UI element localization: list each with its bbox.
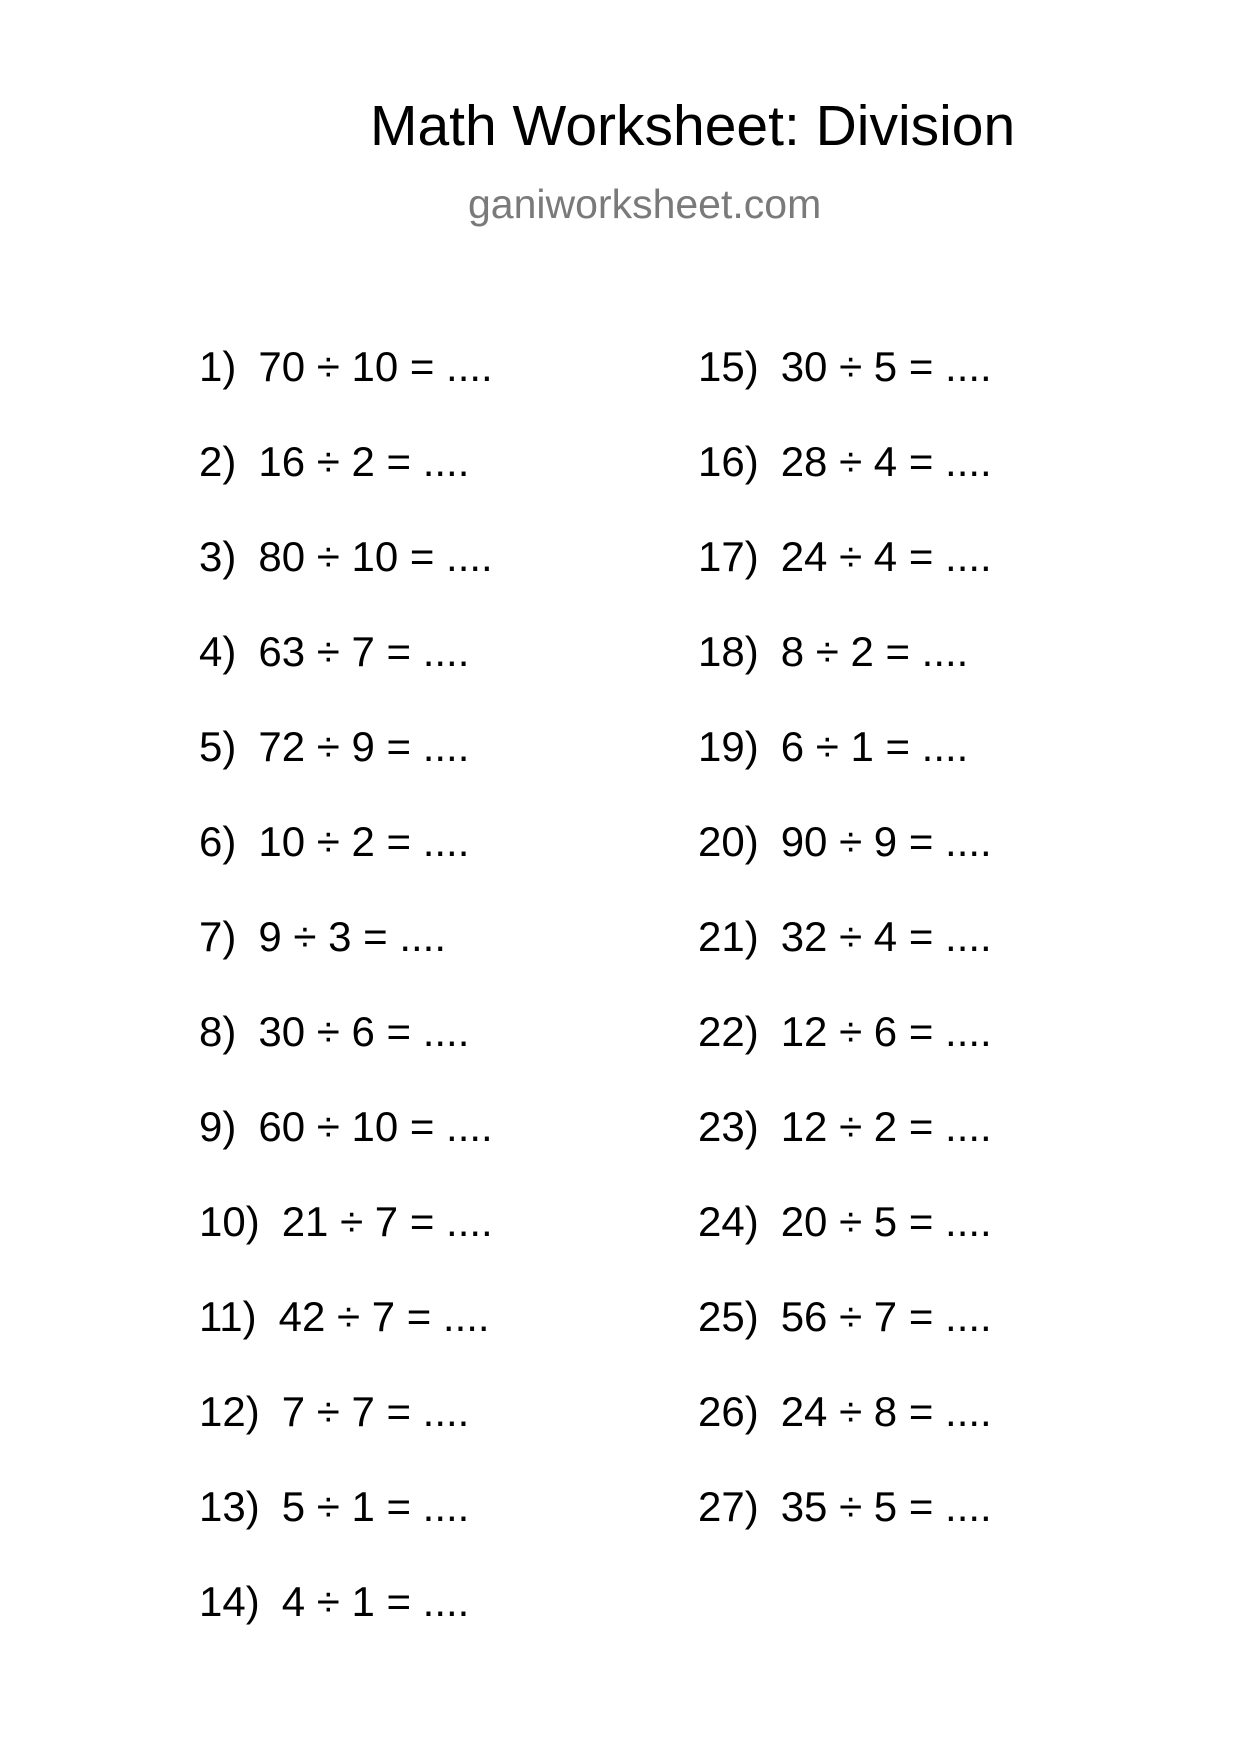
problem-number: 11) (199, 1293, 257, 1340)
problem-expression: 24 ÷ 4 = .... (780, 533, 992, 580)
problem-item (698, 343, 992, 441)
problem-number: 10) (199, 1198, 260, 1245)
problem-expression: 24 ÷ 8 = .... (780, 1388, 992, 1435)
problem-expression: 72 ÷ 9 = .... (258, 723, 470, 770)
problem-item (698, 1008, 992, 1106)
problem-item (698, 1388, 992, 1486)
problem-number: 9) (199, 1103, 237, 1150)
problem-item (199, 1483, 493, 1581)
problem-expression: 4 ÷ 1 = .... (281, 1578, 470, 1625)
problem-number: 25) (698, 1293, 759, 1340)
problem-expression: 70 ÷ 10 = .... (258, 343, 493, 390)
problem-expression: 30 ÷ 5 = .... (780, 343, 992, 390)
problem-item (698, 1293, 992, 1391)
problem-number: 1) (199, 343, 237, 390)
problem-expression: 21 ÷ 7 = .... (281, 1198, 493, 1245)
problem-number: 6) (199, 818, 237, 865)
problem-number: 27) (698, 1483, 759, 1530)
problem-expression: 12 ÷ 2 = .... (780, 1103, 992, 1150)
problem-number: 21) (698, 913, 759, 960)
problem-list-left (199, 343, 493, 1676)
problem-item (698, 723, 992, 821)
problem-expression: 5 ÷ 1 = .... (281, 1483, 470, 1530)
problem-item (199, 1103, 493, 1201)
problem-item (199, 343, 493, 441)
problem-number: 23) (698, 1103, 759, 1150)
problem-expression: 6 ÷ 1 = .... (780, 723, 969, 770)
problem-item (199, 1578, 493, 1676)
problem-item (698, 533, 992, 631)
problem-expression: 90 ÷ 9 = .... (780, 818, 992, 865)
page-title: Math Worksheet: Division (370, 94, 1016, 158)
problem-item (698, 818, 992, 916)
problem-number: 2) (199, 438, 237, 485)
problem-expression: 28 ÷ 4 = .... (780, 438, 992, 485)
problem-item (199, 533, 493, 631)
problem-item (698, 1198, 992, 1296)
problem-number: 24) (698, 1198, 759, 1245)
problem-number: 16) (698, 438, 759, 485)
problem-number: 7) (199, 913, 237, 960)
problem-number: 13) (199, 1483, 260, 1530)
problem-item (199, 913, 493, 1011)
problem-item (698, 913, 992, 1011)
problem-expression: 16 ÷ 2 = .... (258, 438, 470, 485)
problem-expression: 60 ÷ 10 = .... (258, 1103, 493, 1150)
problem-expression: 32 ÷ 4 = .... (780, 913, 992, 960)
problem-expression: 7 ÷ 7 = .... (281, 1388, 470, 1435)
problem-item (199, 1008, 493, 1106)
problem-item (199, 723, 493, 821)
site-url: ganiworksheet.com (468, 181, 822, 227)
problem-item (698, 628, 992, 726)
problem-expression: 8 ÷ 2 = .... (780, 628, 969, 675)
problem-number: 5) (199, 723, 237, 770)
problem-number: 12) (199, 1388, 260, 1435)
problem-number: 20) (698, 818, 759, 865)
problem-expression: 30 ÷ 6 = .... (258, 1008, 470, 1055)
problem-expression: 42 ÷ 7 = .... (278, 1293, 490, 1340)
problem-number: 14) (199, 1578, 260, 1625)
problem-item (199, 628, 493, 726)
problem-number: 19) (698, 723, 759, 770)
problem-item (199, 1293, 493, 1391)
problem-number: 26) (698, 1388, 759, 1435)
problem-expression: 10 ÷ 2 = .... (258, 818, 470, 865)
problem-number: 3) (199, 533, 237, 580)
problem-number: 8) (199, 1008, 237, 1055)
problem-number: 22) (698, 1008, 759, 1055)
problem-expression: 56 ÷ 7 = .... (780, 1293, 992, 1340)
problem-item (199, 1198, 493, 1296)
problem-number: 15) (698, 343, 759, 390)
problem-number: 4) (199, 628, 237, 675)
problem-item (698, 1483, 992, 1581)
problem-number: 17) (698, 533, 759, 580)
problem-expression: 20 ÷ 5 = .... (780, 1198, 992, 1245)
problem-item (199, 818, 493, 916)
problem-expression: 63 ÷ 7 = .... (258, 628, 470, 675)
problem-expression: 9 ÷ 3 = .... (258, 913, 447, 960)
problem-item (698, 1103, 992, 1201)
problem-expression: 35 ÷ 5 = .... (780, 1483, 992, 1530)
problem-number: 18) (698, 628, 759, 675)
problem-item (199, 438, 493, 536)
problem-item (698, 438, 992, 536)
problem-expression: 80 ÷ 10 = .... (258, 533, 493, 580)
problem-list-right (698, 343, 992, 1581)
problem-item (199, 1388, 493, 1486)
problem-expression: 12 ÷ 6 = .... (780, 1008, 992, 1055)
